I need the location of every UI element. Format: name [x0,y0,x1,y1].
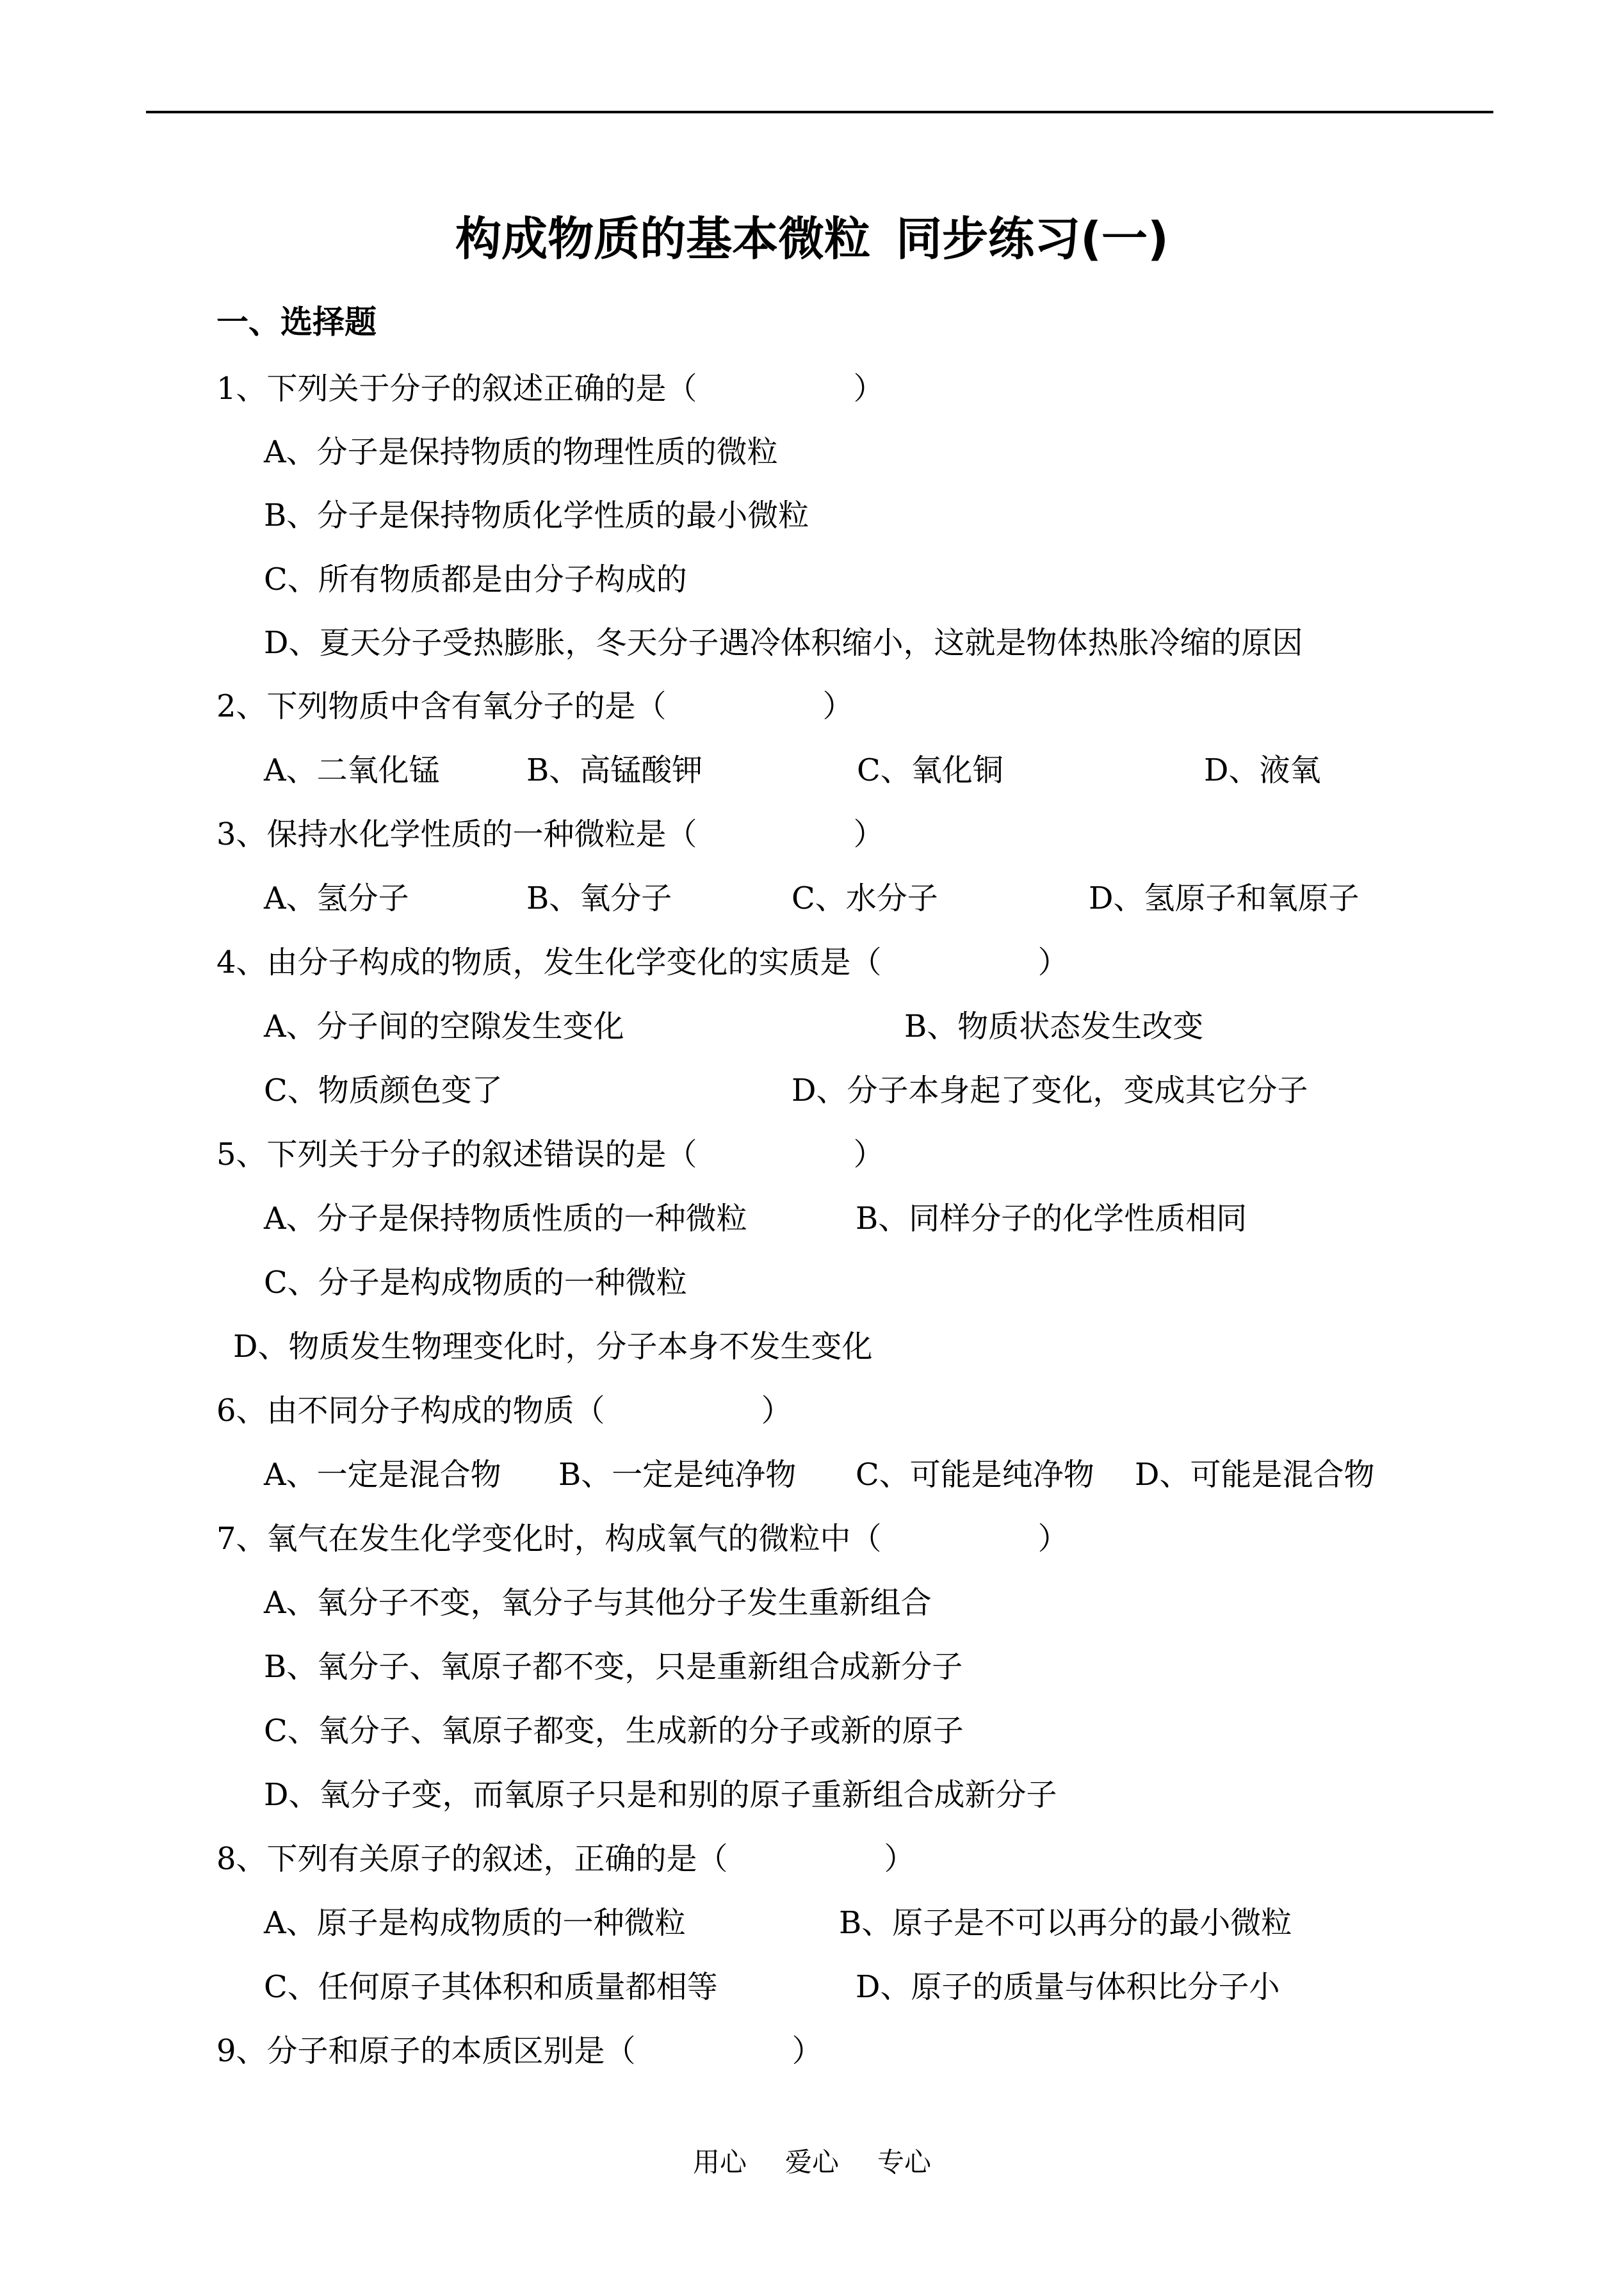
q3-option-b: B、氧分子 [526,880,672,916]
page-footer [0,2143,1624,2182]
q3-option-c: C、水分子 [792,880,938,916]
q7-option-b: B、氧分子、氧原子都不变，只是重新组合成新分子 [264,1649,963,1685]
q6-option-d: D、可能是混合物 [1135,1457,1375,1493]
q1-option-c: C、所有物质都是由分子构成的 [264,562,687,597]
q8-option-d: D、原子的质量与体积比分子小 [856,1969,1280,2005]
q4-option-a: A、分子间的空隙发生变化 [264,1009,624,1044]
header-rule [146,111,1493,113]
q3-option-d: D、氢原子和氧原子 [1089,880,1360,916]
footer-item-3: 专心 [877,2146,932,2178]
question-stem-7: 7、氧气在发生化学变化时，构成氧气的微粒中（ ） [216,1521,1069,1557]
title-main: 构成物质的基本微粒 [455,212,871,266]
question-stem-3: 3、保持水化学性质的一种微粒是（ ） [216,816,884,852]
title-sub: 同步练习(一) [896,212,1169,266]
footer-item-2: 爱心 [784,2146,839,2178]
section-heading: 一、选择题 [216,304,377,341]
q1-option-d: D、夏天分子受热膨胀，冬天分子遇冷体积缩小，这就是物体热胀冷缩的原因 [264,625,1303,661]
q2-option-c: C、氧化铜 [857,752,1003,788]
q8-option-c: C、任何原子其体积和质量都相等 [264,1969,718,2005]
question-stem-2: 2、下列物质中含有氧分子的是（ ） [216,688,854,724]
question-stem-1: 1、下列关于分子的叙述正确的是（ ） [216,371,884,407]
q2-option-b: B、高锰酸钾 [526,752,703,788]
footer-item-1: 用心 [692,2146,747,2178]
q5-option-a: A、分子是保持物质性质的一种微粒 [264,1201,747,1237]
q8-option-a: A、原子是构成物质的一种微粒 [264,1905,686,1941]
q1-option-b: B、分子是保持物质化学性质的最小微粒 [264,498,809,533]
q4-option-b: B、物质状态发生改变 [904,1009,1204,1044]
q2-option-a: A、二氧化锰 [264,752,440,788]
q5-option-b: B、同样分子的化学性质相同 [856,1201,1247,1237]
q4-option-d: D、分子本身起了变化，变成其它分子 [792,1073,1308,1108]
q6-option-a: A、一定是混合物 [264,1457,501,1493]
question-stem-4: 4、由分子构成的物质，发生化学变化的实质是（ ） [216,945,1069,980]
q8-option-b: B、原子是不可以再分的最小微粒 [839,1905,1292,1941]
q6-option-b: B、一定是纯净物 [558,1457,797,1493]
q7-option-c: C、氧分子、氧原子都变，生成新的分子或新的原子 [264,1713,964,1749]
q4-option-c: C、物质颜色变了 [264,1073,503,1108]
q5-option-d: D、物质发生物理变化时，分子本身不发生变化 [233,1329,873,1365]
q3-option-a: A、氢分子 [264,880,409,916]
question-stem-5: 5、下列关于分子的叙述错误的是（ ） [216,1137,884,1172]
question-stem-8: 8、下列有关原子的叙述，正确的是（ ） [216,1841,915,1877]
question-stem-9: 9、分子和原子的本质区别是（ ） [216,2033,823,2069]
q6-option-c: C、可能是纯净物 [856,1457,1094,1493]
q7-option-d: D、氧分子变，而氧原子只是和别的原子重新组合成新分子 [264,1777,1057,1813]
q7-option-a: A、氧分子不变，氧分子与其他分子发生重新组合 [264,1585,932,1621]
q1-option-a: A、分子是保持物质的物理性质的微粒 [264,434,778,470]
question-stem-6: 6、由不同分子构成的物质（ ） [216,1393,792,1429]
q2-option-d: D、液氧 [1204,752,1321,788]
page-title [0,204,1624,274]
q5-option-c: C、分子是构成物质的一种微粒 [264,1265,687,1301]
